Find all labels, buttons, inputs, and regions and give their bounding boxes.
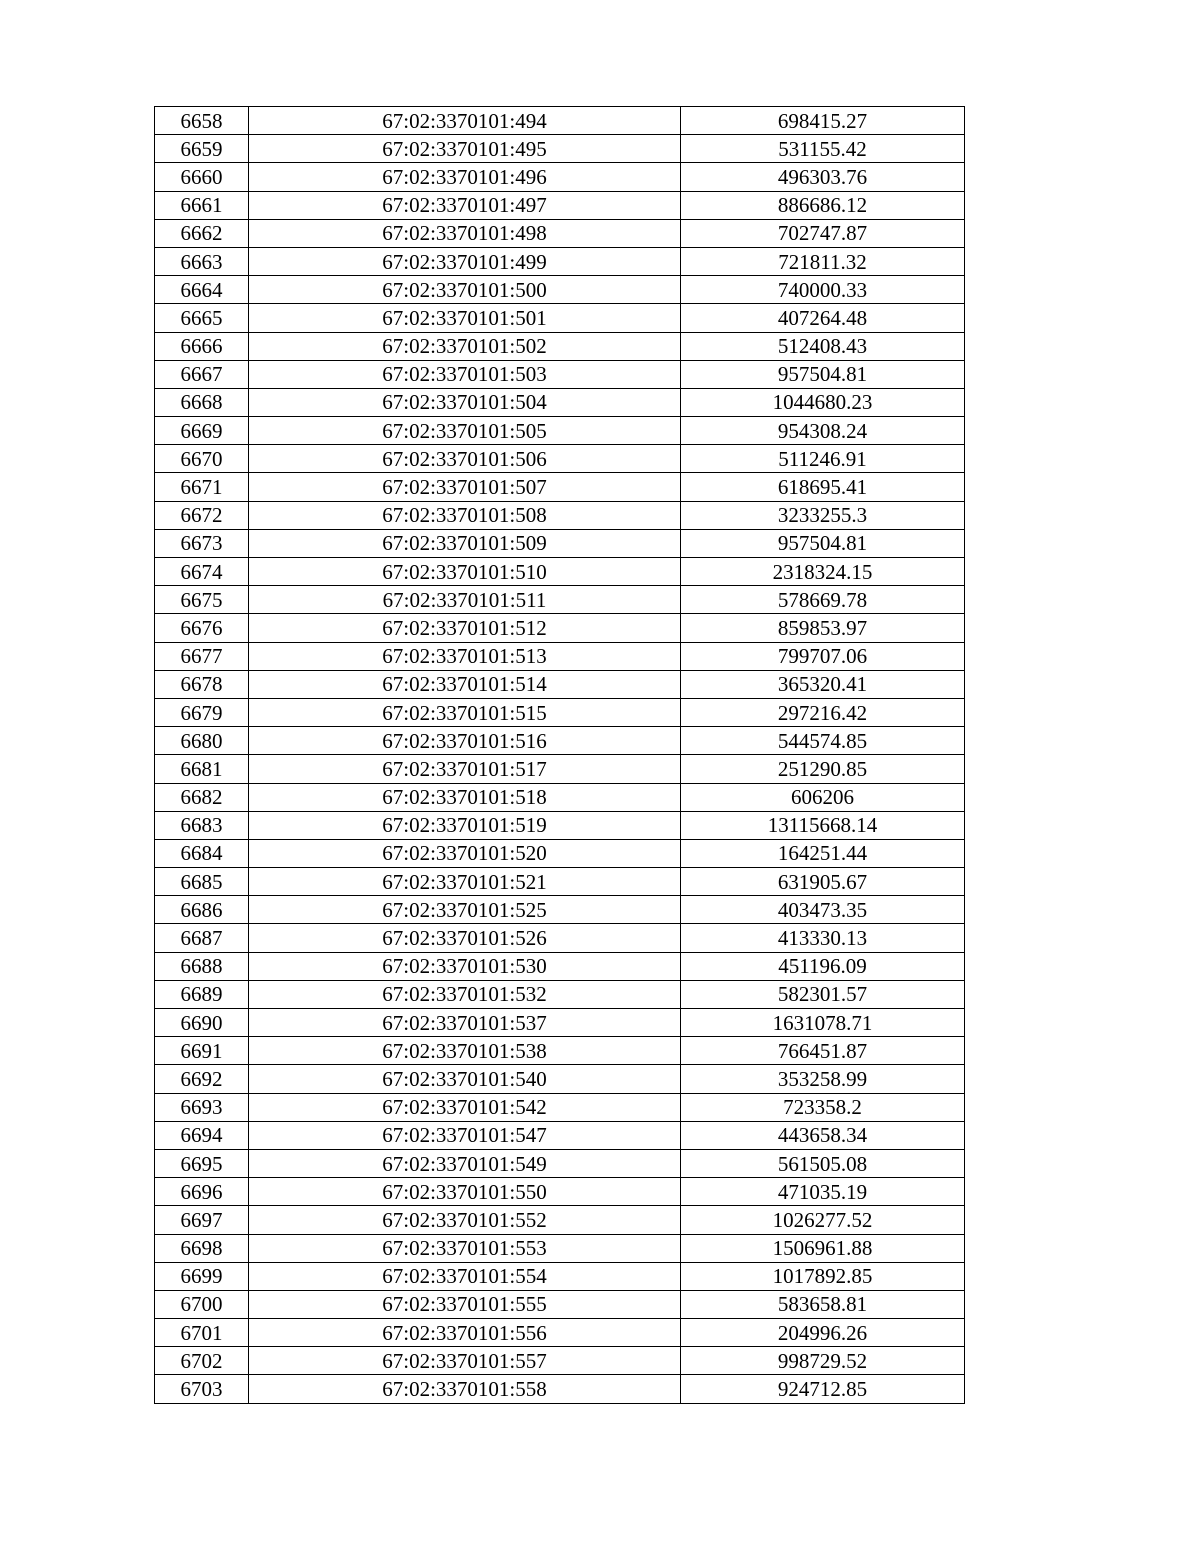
table-row — [155, 163, 965, 191]
row-number-cell: 6692 — [155, 1065, 249, 1093]
value-cell: 451196.09 — [681, 952, 965, 980]
row-number-cell: 6698 — [155, 1234, 249, 1262]
cadastral-number-cell: 67:02:3370101:557 — [249, 1347, 681, 1375]
row-number-cell: 6669 — [155, 417, 249, 445]
cadastral-number-cell: 67:02:3370101:540 — [249, 1065, 681, 1093]
cadastral-number-cell: 67:02:3370101:508 — [249, 501, 681, 529]
cadastral-number-cell: 67:02:3370101:515 — [249, 698, 681, 726]
value-cell: 443658.34 — [681, 1121, 965, 1149]
table-row — [155, 1262, 965, 1290]
table-row — [155, 304, 965, 332]
table-row — [155, 1149, 965, 1177]
cadastral-number-cell: 67:02:3370101:496 — [249, 163, 681, 191]
table-row — [155, 473, 965, 501]
row-number-cell: 6688 — [155, 952, 249, 980]
table-row — [155, 868, 965, 896]
value-cell: 496303.76 — [681, 163, 965, 191]
table-row — [155, 1319, 965, 1347]
value-cell: 583658.81 — [681, 1290, 965, 1318]
value-cell: 954308.24 — [681, 417, 965, 445]
cadastral-number-cell: 67:02:3370101:550 — [249, 1178, 681, 1206]
row-number-cell: 6695 — [155, 1149, 249, 1177]
row-number-cell: 6674 — [155, 558, 249, 586]
row-number-cell: 6686 — [155, 896, 249, 924]
value-cell: 13115668.14 — [681, 811, 965, 839]
row-number-cell: 6699 — [155, 1262, 249, 1290]
table-row — [155, 445, 965, 473]
cadastral-number-cell: 67:02:3370101:558 — [249, 1375, 681, 1403]
cadastral-number-cell: 67:02:3370101:499 — [249, 247, 681, 275]
value-cell: 511246.91 — [681, 445, 965, 473]
value-cell: 859853.97 — [681, 614, 965, 642]
table-row — [155, 811, 965, 839]
table-body — [155, 107, 965, 1404]
table-row — [155, 501, 965, 529]
table-row — [155, 360, 965, 388]
row-number-cell: 6665 — [155, 304, 249, 332]
cadastral-number-cell: 67:02:3370101:537 — [249, 1009, 681, 1037]
table-row — [155, 586, 965, 614]
cadastral-number-cell: 67:02:3370101:547 — [249, 1121, 681, 1149]
row-number-cell: 6689 — [155, 980, 249, 1008]
cadastral-number-cell: 67:02:3370101:497 — [249, 191, 681, 219]
table-row — [155, 1093, 965, 1121]
cadastral-number-cell: 67:02:3370101:518 — [249, 783, 681, 811]
table-row — [155, 1037, 965, 1065]
row-number-cell: 6680 — [155, 727, 249, 755]
cadastral-number-cell: 67:02:3370101:538 — [249, 1037, 681, 1065]
cadastral-number-cell: 67:02:3370101:516 — [249, 727, 681, 755]
cadastral-number-cell: 67:02:3370101:512 — [249, 614, 681, 642]
cadastral-number-cell: 67:02:3370101:520 — [249, 839, 681, 867]
cadastral-number-cell: 67:02:3370101:501 — [249, 304, 681, 332]
row-number-cell: 6687 — [155, 924, 249, 952]
table-row — [155, 1234, 965, 1262]
data-table — [154, 106, 965, 1404]
table-row — [155, 1178, 965, 1206]
table-row — [155, 1375, 965, 1403]
value-cell: 251290.85 — [681, 755, 965, 783]
value-cell: 407264.48 — [681, 304, 965, 332]
table-row — [155, 558, 965, 586]
cadastral-number-cell: 67:02:3370101:552 — [249, 1206, 681, 1234]
table-row — [155, 698, 965, 726]
value-cell: 698415.27 — [681, 107, 965, 135]
cadastral-number-cell: 67:02:3370101:553 — [249, 1234, 681, 1262]
row-number-cell: 6671 — [155, 473, 249, 501]
row-number-cell: 6663 — [155, 247, 249, 275]
cadastral-number-cell: 67:02:3370101:526 — [249, 924, 681, 952]
row-number-cell: 6672 — [155, 501, 249, 529]
cadastral-number-cell: 67:02:3370101:510 — [249, 558, 681, 586]
row-number-cell: 6670 — [155, 445, 249, 473]
value-cell: 582301.57 — [681, 980, 965, 1008]
cadastral-number-cell: 67:02:3370101:504 — [249, 388, 681, 416]
table-row — [155, 1065, 965, 1093]
value-cell: 957504.81 — [681, 360, 965, 388]
row-number-cell: 6662 — [155, 219, 249, 247]
row-number-cell: 6676 — [155, 614, 249, 642]
value-cell: 618695.41 — [681, 473, 965, 501]
cadastral-number-cell: 67:02:3370101:519 — [249, 811, 681, 839]
table-row — [155, 783, 965, 811]
value-cell: 702747.87 — [681, 219, 965, 247]
row-number-cell: 6673 — [155, 529, 249, 557]
row-number-cell: 6661 — [155, 191, 249, 219]
cadastral-number-cell: 67:02:3370101:521 — [249, 868, 681, 896]
table-row — [155, 896, 965, 924]
row-number-cell: 6702 — [155, 1347, 249, 1375]
table-row — [155, 135, 965, 163]
row-number-cell: 6659 — [155, 135, 249, 163]
cadastral-number-cell: 67:02:3370101:514 — [249, 670, 681, 698]
row-number-cell: 6694 — [155, 1121, 249, 1149]
value-cell: 403473.35 — [681, 896, 965, 924]
cadastral-number-cell: 67:02:3370101:509 — [249, 529, 681, 557]
row-number-cell: 6684 — [155, 839, 249, 867]
row-number-cell: 6696 — [155, 1178, 249, 1206]
value-cell: 471035.19 — [681, 1178, 965, 1206]
row-number-cell: 6690 — [155, 1009, 249, 1037]
row-number-cell: 6675 — [155, 586, 249, 614]
value-cell: 723358.2 — [681, 1093, 965, 1121]
table-row — [155, 332, 965, 360]
row-number-cell: 6679 — [155, 698, 249, 726]
value-cell: 1631078.71 — [681, 1009, 965, 1037]
table-row — [155, 839, 965, 867]
value-cell: 799707.06 — [681, 642, 965, 670]
row-number-cell: 6682 — [155, 783, 249, 811]
cadastral-number-cell: 67:02:3370101:507 — [249, 473, 681, 501]
cadastral-number-cell: 67:02:3370101:542 — [249, 1093, 681, 1121]
value-cell: 413330.13 — [681, 924, 965, 952]
cadastral-number-cell: 67:02:3370101:506 — [249, 445, 681, 473]
cadastral-number-cell: 67:02:3370101:494 — [249, 107, 681, 135]
value-cell: 3233255.3 — [681, 501, 965, 529]
value-cell: 886686.12 — [681, 191, 965, 219]
table-row — [155, 1206, 965, 1234]
value-cell: 924712.85 — [681, 1375, 965, 1403]
row-number-cell: 6681 — [155, 755, 249, 783]
cadastral-number-cell: 67:02:3370101:556 — [249, 1319, 681, 1347]
value-cell: 1017892.85 — [681, 1262, 965, 1290]
table-row — [155, 642, 965, 670]
cadastral-number-cell: 67:02:3370101:554 — [249, 1262, 681, 1290]
cadastral-number-cell: 67:02:3370101:532 — [249, 980, 681, 1008]
value-cell: 365320.41 — [681, 670, 965, 698]
row-number-cell: 6685 — [155, 868, 249, 896]
row-number-cell: 6667 — [155, 360, 249, 388]
table-row — [155, 980, 965, 1008]
value-cell: 957504.81 — [681, 529, 965, 557]
row-number-cell: 6658 — [155, 107, 249, 135]
table-row — [155, 107, 965, 135]
table-row — [155, 1009, 965, 1037]
row-number-cell: 6700 — [155, 1290, 249, 1318]
row-number-cell: 6697 — [155, 1206, 249, 1234]
table-row — [155, 952, 965, 980]
row-number-cell: 6678 — [155, 670, 249, 698]
cadastral-number-cell: 67:02:3370101:517 — [249, 755, 681, 783]
value-cell: 297216.42 — [681, 698, 965, 726]
row-number-cell: 6664 — [155, 276, 249, 304]
row-number-cell: 6703 — [155, 1375, 249, 1403]
cadastral-number-cell: 67:02:3370101:511 — [249, 586, 681, 614]
value-cell: 766451.87 — [681, 1037, 965, 1065]
row-number-cell: 6668 — [155, 388, 249, 416]
table-row — [155, 417, 965, 445]
value-cell: 512408.43 — [681, 332, 965, 360]
value-cell: 1026277.52 — [681, 1206, 965, 1234]
value-cell: 164251.44 — [681, 839, 965, 867]
cadastral-number-cell: 67:02:3370101:555 — [249, 1290, 681, 1318]
table-row — [155, 191, 965, 219]
value-cell: 531155.42 — [681, 135, 965, 163]
cadastral-number-cell: 67:02:3370101:549 — [249, 1149, 681, 1177]
table-row — [155, 755, 965, 783]
table-row — [155, 276, 965, 304]
row-number-cell: 6691 — [155, 1037, 249, 1065]
cadastral-number-cell: 67:02:3370101:513 — [249, 642, 681, 670]
cadastral-number-cell: 67:02:3370101:503 — [249, 360, 681, 388]
row-number-cell: 6660 — [155, 163, 249, 191]
cadastral-number-cell: 67:02:3370101:500 — [249, 276, 681, 304]
value-cell: 1506961.88 — [681, 1234, 965, 1262]
value-cell: 998729.52 — [681, 1347, 965, 1375]
row-number-cell: 6666 — [155, 332, 249, 360]
row-number-cell: 6693 — [155, 1093, 249, 1121]
cadastral-number-cell: 67:02:3370101:495 — [249, 135, 681, 163]
cadastral-number-cell: 67:02:3370101:502 — [249, 332, 681, 360]
table-row — [155, 1121, 965, 1149]
value-cell: 740000.33 — [681, 276, 965, 304]
value-cell: 606206 — [681, 783, 965, 811]
table-row — [155, 614, 965, 642]
table-row — [155, 388, 965, 416]
row-number-cell: 6677 — [155, 642, 249, 670]
table-row — [155, 1347, 965, 1375]
table-row — [155, 529, 965, 557]
value-cell: 561505.08 — [681, 1149, 965, 1177]
cadastral-number-cell: 67:02:3370101:525 — [249, 896, 681, 924]
cadastral-number-cell: 67:02:3370101:530 — [249, 952, 681, 980]
value-cell: 2318324.15 — [681, 558, 965, 586]
row-number-cell: 6701 — [155, 1319, 249, 1347]
value-cell: 544574.85 — [681, 727, 965, 755]
table-row — [155, 727, 965, 755]
row-number-cell: 6683 — [155, 811, 249, 839]
value-cell: 353258.99 — [681, 1065, 965, 1093]
table-row — [155, 247, 965, 275]
value-cell: 578669.78 — [681, 586, 965, 614]
cadastral-number-cell: 67:02:3370101:498 — [249, 219, 681, 247]
value-cell: 1044680.23 — [681, 388, 965, 416]
value-cell: 204996.26 — [681, 1319, 965, 1347]
table-row — [155, 219, 965, 247]
value-cell: 721811.32 — [681, 247, 965, 275]
table-row — [155, 924, 965, 952]
cadastral-number-cell: 67:02:3370101:505 — [249, 417, 681, 445]
table-row — [155, 1290, 965, 1318]
table-row — [155, 670, 965, 698]
value-cell: 631905.67 — [681, 868, 965, 896]
